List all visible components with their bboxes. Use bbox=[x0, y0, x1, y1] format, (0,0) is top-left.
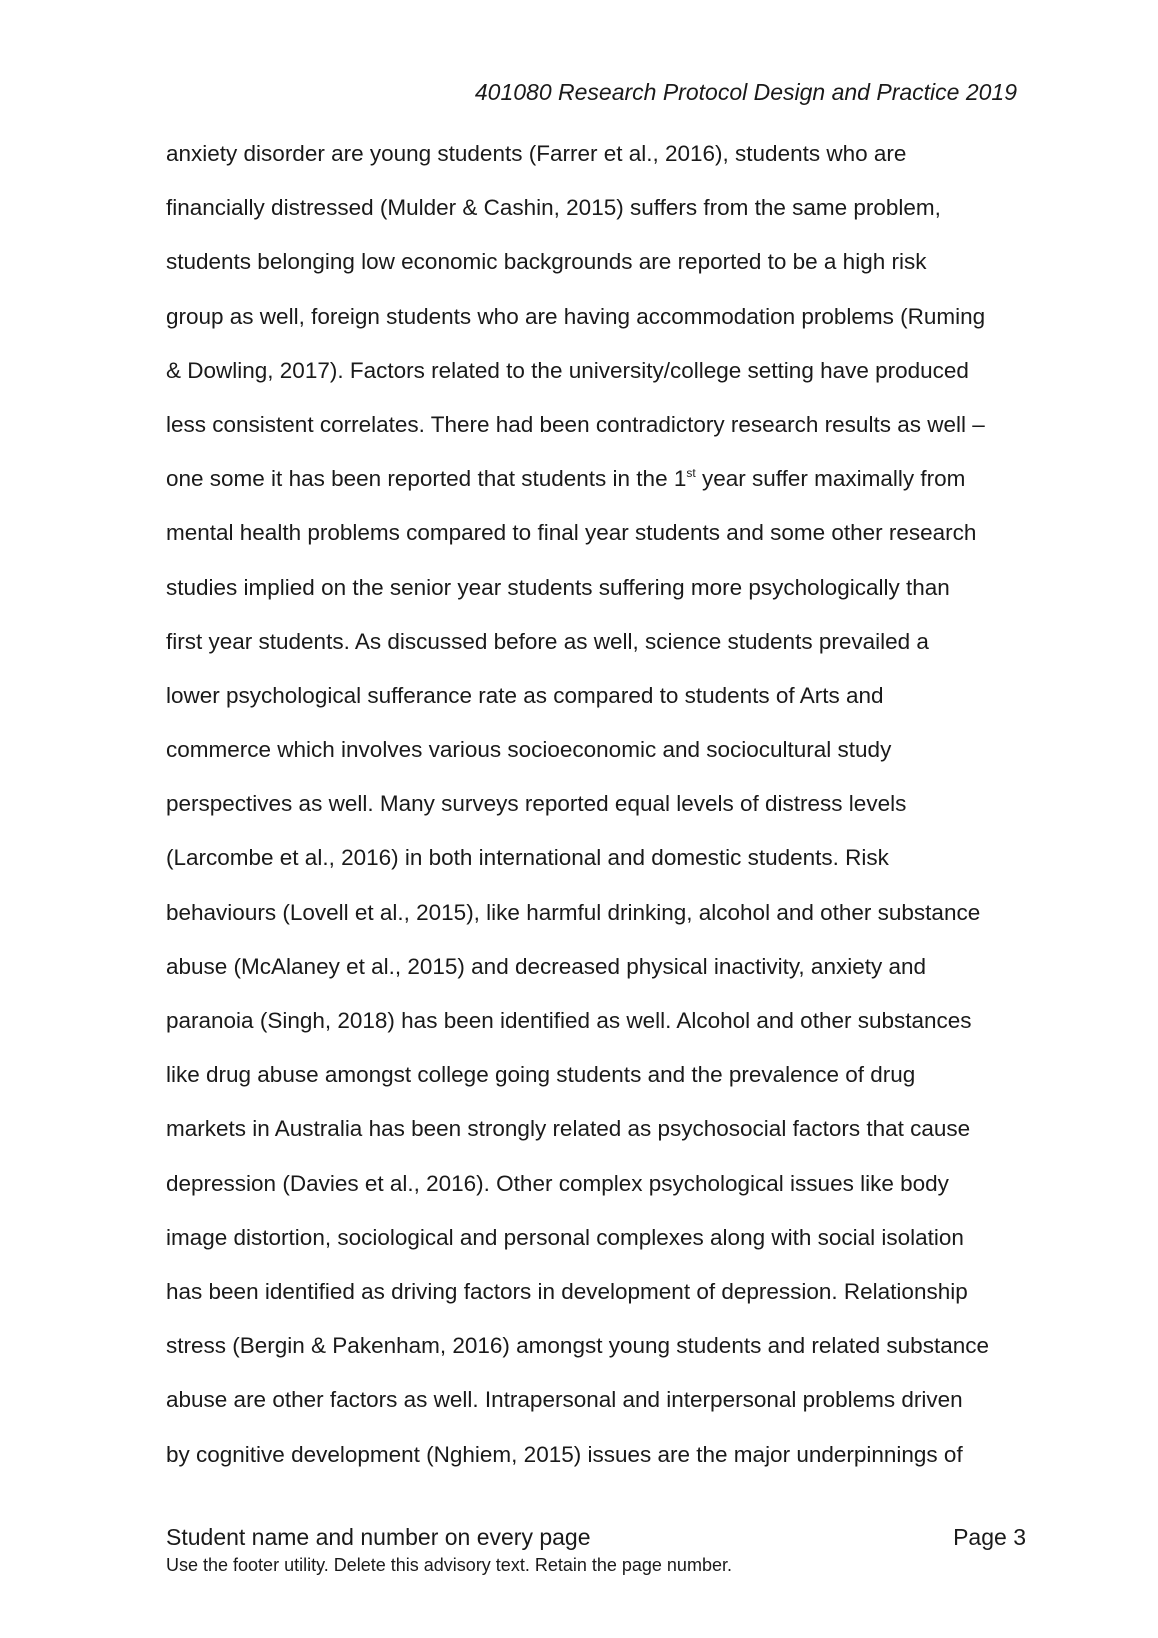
body-line: students belonging low economic backgrounds are reported to be a high risk bbox=[166, 249, 927, 275]
body-line: & Dowling, 2017). Factors related to the university/college setting have produced bbox=[166, 357, 969, 383]
body-line: perspectives as well. Many surveys reported equal levels of distress levels bbox=[166, 791, 907, 817]
body-text bbox=[166, 127, 1026, 1482]
body-line: image distortion, sociological and personal complexes along with social isolation bbox=[166, 1224, 964, 1250]
body-line: has been identified as driving factors in development of depression. Relationship bbox=[166, 1278, 968, 1304]
body-line: depression (Davies et al., 2016). Other complex psychological issues like body bbox=[166, 1170, 949, 1196]
footer-advisory-text: Use the footer utility. Delete this advisory text. Retain the page number. bbox=[166, 1555, 732, 1575]
body-line: first year students. As discussed before as well, science students prevailed a bbox=[166, 628, 929, 654]
body-line: paranoia (Singh, 2018) has been identified as well. Alcohol and other substances bbox=[166, 1008, 972, 1033]
body-line: commerce which involves various socioeconomic and sociocultural study bbox=[166, 737, 892, 763]
footer-student-info: Student name and number on every page bbox=[166, 1524, 591, 1550]
body-line: studies implied on the senior year students suffering more psychologically than bbox=[166, 574, 950, 600]
page-number: Page 3 bbox=[953, 1524, 1026, 1550]
body-line: stress (Bergin & Pakenham, 2016) amongst young students and related substance bbox=[166, 1333, 989, 1359]
ordinal-superscript: st bbox=[686, 466, 696, 481]
body-line: anxiety disorder are young students (Farrer et al., 2016), students who are bbox=[166, 141, 907, 166]
page-footer bbox=[166, 1521, 1026, 1581]
body-line: like drug abuse amongst college going students and the prevalence of drug bbox=[166, 1062, 916, 1088]
body-line: abuse (McAlaney et al., 2015) and decreased physical inactivity, anxiety and bbox=[166, 953, 927, 979]
body-line: mental health problems compared to final year students and some other research bbox=[166, 520, 977, 546]
body-line: behaviours (Lovell et al., 2015), like harmful drinking, alcohol and other substance bbox=[166, 899, 981, 925]
body-line: markets in Australia has been strongly related as psychosocial factors that cause bbox=[166, 1116, 971, 1142]
body-line-with-superscript bbox=[166, 452, 1026, 506]
body-line: abuse are other factors as well. Intrapersonal and interpersonal problems driven bbox=[166, 1387, 963, 1413]
line-text-before: one some it has been reported that students in the 1 bbox=[166, 466, 687, 492]
body-line: by cognitive development (Nghiem, 2015) issues are the major underpinnings of bbox=[166, 1441, 963, 1467]
body-line: (Larcombe et al., 2016) in both international and domestic students. Risk bbox=[166, 845, 889, 871]
body-line: financially distressed (Mulder & Cashin, 2015) suffers from the same problem, bbox=[166, 195, 941, 221]
body-line: group as well, foreign students who are having accommodation problems (Ruming bbox=[166, 303, 986, 329]
body-line: lower psychological sufferance rate as compared to students of Arts and bbox=[166, 682, 884, 708]
line-text-after: year suffer maximally from bbox=[695, 466, 966, 492]
body-line: less consistent correlates. There had been contradictory research results as well – bbox=[166, 411, 985, 437]
page-header: 401080 Research Protocol Design and Practice 2019 bbox=[474, 79, 1017, 105]
